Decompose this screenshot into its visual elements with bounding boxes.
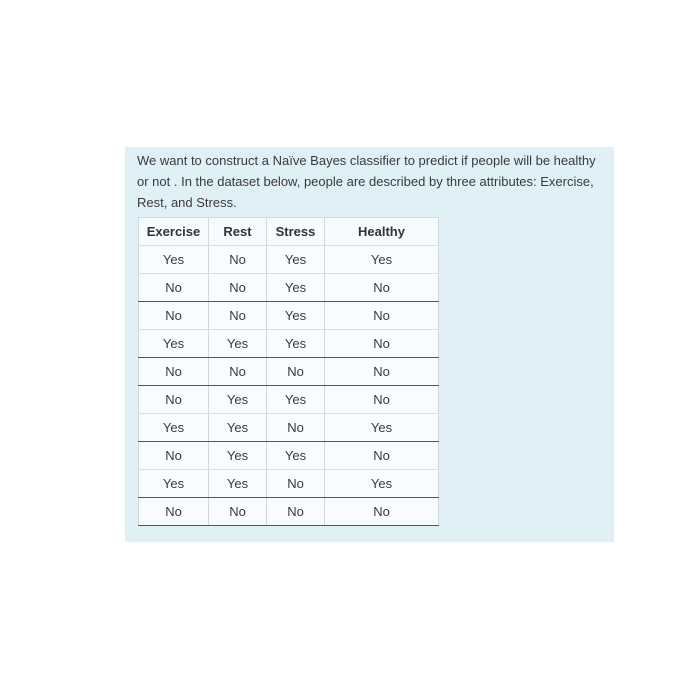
table-cell: No — [209, 498, 267, 526]
table-cell: No — [325, 274, 439, 302]
table-cell: No — [139, 442, 209, 470]
table-cell: No — [209, 358, 267, 386]
column-header-rest: Rest — [209, 218, 267, 246]
table-header-row — [139, 218, 439, 246]
table-cell: No — [325, 302, 439, 330]
table-cell: No — [139, 302, 209, 330]
table-cell: No — [325, 358, 439, 386]
dataset-table — [138, 217, 439, 526]
table-cell: No — [209, 246, 267, 274]
table-cell: No — [325, 386, 439, 414]
table-cell: No — [139, 358, 209, 386]
table-cell: No — [209, 274, 267, 302]
table-cell: No — [209, 302, 267, 330]
table-row — [139, 330, 439, 358]
question-panel — [125, 147, 614, 542]
table-cell: No — [325, 330, 439, 358]
table-cell: No — [267, 414, 325, 442]
table-cell: Yes — [139, 246, 209, 274]
table-cell: Yes — [209, 386, 267, 414]
table-cell: Yes — [209, 330, 267, 358]
table-cell: Yes — [267, 274, 325, 302]
table-cell: No — [139, 498, 209, 526]
table-row — [139, 358, 439, 386]
table-cell: Yes — [267, 302, 325, 330]
table-cell: Yes — [267, 330, 325, 358]
table-cell: Yes — [325, 246, 439, 274]
table-row — [139, 442, 439, 470]
table-cell: No — [267, 498, 325, 526]
table-cell: No — [267, 358, 325, 386]
table-cell: Yes — [209, 470, 267, 498]
table-cell: Yes — [267, 246, 325, 274]
table-cell: Yes — [267, 386, 325, 414]
question-text: We want to construct a Naïve Bayes classifier to predict if people will be healthy or not . In the dataset below, people are described by three attributes: Exercise, Rest, and Stress. — [137, 153, 596, 210]
table-row — [139, 470, 439, 498]
table-cell: No — [139, 386, 209, 414]
table-cell: Yes — [139, 330, 209, 358]
table-row — [139, 274, 439, 302]
table-cell: No — [325, 442, 439, 470]
table-row — [139, 386, 439, 414]
table-cell: Yes — [267, 442, 325, 470]
table-cell: No — [139, 274, 209, 302]
table-cell: Yes — [325, 414, 439, 442]
table-row — [139, 498, 439, 526]
table-row — [139, 246, 439, 274]
table-cell: Yes — [139, 414, 209, 442]
table-cell: No — [267, 470, 325, 498]
column-header-healthy: Healthy — [325, 218, 439, 246]
table-cell: Yes — [325, 470, 439, 498]
table-row — [139, 414, 439, 442]
column-header-exercise: Exercise — [139, 218, 209, 246]
table-cell: Yes — [209, 414, 267, 442]
table-cell: No — [325, 498, 439, 526]
table-row — [139, 302, 439, 330]
table-cell: Yes — [139, 470, 209, 498]
table-cell: Yes — [209, 442, 267, 470]
column-header-stress: Stress — [267, 218, 325, 246]
